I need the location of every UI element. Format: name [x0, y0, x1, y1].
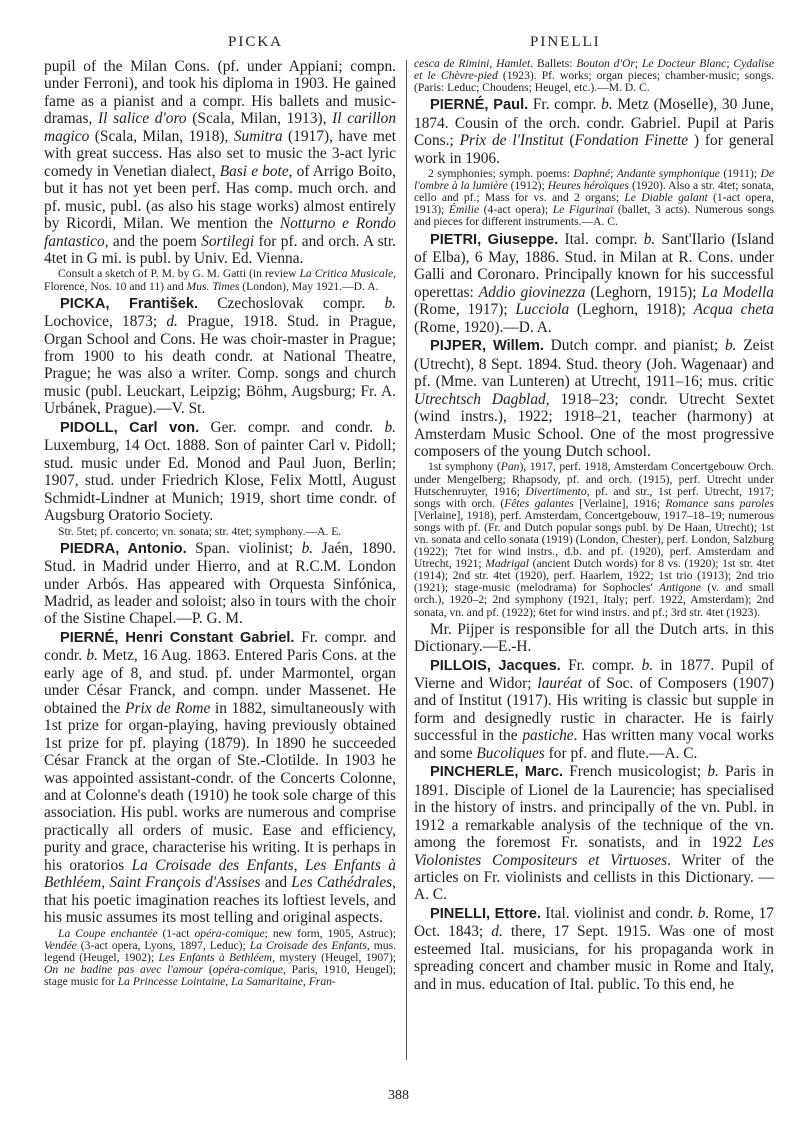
italic-text: Divertimento: [525, 484, 587, 498]
text-run: Span. violinist;: [186, 539, 302, 557]
italic-text: La Samaritaine: [231, 974, 303, 988]
italic-text: Romance sans paroles: [665, 496, 774, 510]
text-run: (Leghorn, 1915);: [585, 283, 702, 301]
works-list-paragraph: [414, 58, 774, 94]
text-run: , Florence, Nos. 10 and 11) and: [44, 267, 396, 293]
italic-text: Notturno e Rondo fantastico: [44, 215, 396, 250]
text-run: Luxemburg, 14 Oct. 1888. Son of painter Carl v. Pidoll; stud. music under Ed. Monod and Paul Juon, Berlin; 1907, stud. under Friedrich Klose, Felix Mottl, August Schmidt-Lindner at Munich; 1919, short time condr. of Augsburg Oratorio Society.: [44, 437, 396, 525]
text-run: and: [260, 874, 292, 892]
text-run: (Rome, 1917);: [414, 301, 516, 319]
italic-text: Prix de Rome: [125, 699, 211, 717]
italic-text: b.: [697, 904, 710, 922]
italic-text: Bouton d'Or: [576, 57, 635, 70]
text-run: (Scala, Milan, 1913),: [186, 110, 333, 128]
text-run: ; new form, 1905, Astruc);: [264, 926, 396, 940]
headword: PIERNÉ, Paul.: [430, 97, 529, 114]
entry-paragraph: [414, 763, 774, 904]
text-run: ,: [101, 874, 110, 892]
italic-text: pastiche: [522, 727, 574, 745]
text-run: (1912);: [507, 179, 548, 193]
text-run: Ital. violinist and condr.: [540, 904, 698, 922]
italic-text: Vendée: [44, 938, 77, 952]
text-run: Fr. compr. and condr.: [44, 628, 396, 665]
italic-text: Fran-: [308, 974, 336, 988]
works-list-paragraph: [44, 928, 396, 988]
text-run: (: [203, 962, 213, 976]
italic-text: opéra-comique: [194, 926, 265, 940]
italic-text: Le Docteur Blanc: [641, 57, 727, 70]
italic-text: opéra-comique: [212, 962, 283, 976]
italic-text: La Critica Musicale: [299, 267, 394, 281]
text-run: ,: [225, 974, 232, 988]
italic-text: La Croisade des Enfants: [131, 856, 294, 874]
italic-text: Antigone: [659, 581, 701, 595]
text-run: Rome, 17 Oct. 1843;: [414, 904, 775, 941]
text-run: ,: [489, 57, 497, 70]
italic-text: Acqua cheta: [693, 301, 774, 319]
entry-paragraph: [414, 231, 774, 337]
italic-text: b.: [384, 294, 396, 312]
text-run: Ger. compr. and condr.: [199, 418, 385, 436]
italic-text: La Princesse Lointaine: [117, 974, 226, 988]
text-run: Paris in 1891. Disciple of Lionel de la Laurencie; has specialised in the history of instrs. and principally of the vn. Publ. in 1912 a remarkable analysis of the technique of the vn. among the foremost Fr. sonatists, and in 1922: [414, 763, 774, 852]
italic-text: Il carillon magico: [44, 110, 397, 145]
headword: PILLOIS, Jacques.: [430, 657, 561, 674]
italic-text: b.: [643, 230, 656, 248]
headword: PICKA, František.: [60, 295, 199, 312]
entry-paragraph: [44, 629, 396, 927]
text-run: in 1882, simultaneously with 1st prize for organ-playing, having previously obtained 1st prize for pf. playing (1879). In 1890 he succeeded César Franck at the organ of Ste.-Clotilde. In 1903 he was appointed assistant-condr. of the Concerts Colonne, and at Colonne's death (1910) he took sole charge of this association. His publ. works are numerous and comprise practically all orders of music. Ease and efficiency, purity and grace, characterise his writing. It is perhaps in his oratorios: [44, 699, 396, 874]
running-header-left: PICKA: [228, 34, 284, 50]
text-run: Jaén, 1890. Stud. in Madrid under Hierro, and at R.C.M. London under Arbós. Has appeared with Orquesta Sinfónica, Madrid, as leader and soloist; also in tours with the choir of the Sistine Chapel.—P. G. M.: [44, 539, 396, 628]
entry-paragraph: [44, 540, 396, 628]
text-run: Consult a sketch of P. M. by G. M. Gatti (in review: [58, 267, 300, 281]
text-run: Lochovice, 1873;: [44, 313, 167, 331]
text-run: ), 1917, perf. 1918, Amsterdam Concertgebouw Orch. under Mengelberg; Rhapsody, pf. and orch. (1915), perf. Utrecht under Hutschenruyter, 1916;: [414, 460, 774, 498]
text-run: , mus. legend (Heugel, 1902);: [44, 938, 396, 964]
text-run: , 1918–23; condr. Utrecht Sextet (wind instrs.), 1922; 1918–21, teacher (harmony) at Amsterdam Music School. One of the most progressive composers of the young Dutch school.: [414, 390, 774, 460]
text-run: (4-act opera);: [479, 203, 553, 217]
italic-text: De l'ombre à la lumière: [414, 167, 775, 193]
italic-text: Andante symphonique: [616, 167, 720, 181]
text-run: . Has written many vocal works and some: [414, 727, 774, 762]
headword: PIETRI, Giuseppe.: [430, 231, 559, 248]
italic-text: Addio giovinezza: [478, 283, 586, 301]
italic-text: Émilie: [448, 203, 480, 217]
text-run: Str. 5tet; pf. concerto; vn. sonata; str. 4tet; symphony.—A. E.: [58, 524, 342, 538]
italic-text: La Modella: [701, 283, 774, 301]
italic-text: b.: [641, 656, 654, 674]
italic-text: Daphné: [573, 167, 611, 181]
text-run: ,: [302, 974, 309, 988]
italic-text: Basi e bote: [219, 162, 289, 180]
italic-text: Les Enfants à Bethléem: [44, 856, 396, 892]
italic-text: Hamlet: [496, 57, 531, 70]
italic-text: Bucoliques: [476, 744, 545, 762]
text-run: (Leghorn, 1918);: [569, 301, 694, 319]
text-run: , Paris, 1910, Heugel); stage music for: [44, 962, 397, 988]
headword: PIERNÉ, Henri Constant Gabriel.: [60, 629, 295, 646]
entry-paragraph: [44, 295, 396, 418]
text-run: (ancient Dutch words) for 8 vs. (1920); 1st str. 4tet (1914); 2nd str. 4tet (1920), perf. Haarlem, 1922; 1st trio (1913); 2nd trio (1921); stage-music (melodrama) for Sophocles': [414, 557, 774, 595]
italic-text: Sumitra: [233, 127, 283, 145]
text-run: there, 17 Sept. 1915. Was one of most esteemed Ital. musicians, for his propaganda work in spreading concert and chamber music in Rome and Italy, and in mus. education of Ital. public. To this end, he: [414, 923, 774, 993]
entry-paragraph: [414, 337, 774, 460]
text-run: (1917), have met with great success. Has also set to music the 3-act lyric comedy in Venetian dialect,: [44, 127, 396, 180]
text-run: (1911);: [719, 167, 761, 181]
entry-paragraph: [44, 419, 396, 525]
italic-text: lauréat: [537, 675, 582, 693]
text-run: (1923). Pf. works; organ pieces; chamber-music; songs. (Paris: Leduc; Choudens; Heugel, etc.).—M. D. C.: [414, 69, 774, 95]
italic-text: Utrechtsch Dagblad: [414, 390, 546, 408]
text-run: (v. and small orch.), 1920–2; 2nd symphony (1921, Italy; perf. 1922, Amsterdam); 2nd sonata, vn. and pf. (1922); 6tet for wind instrs. and pf.; 3rd str. 4tet (1923).: [414, 581, 775, 619]
headword: PIEDRA, Antonio.: [60, 540, 187, 557]
text-run: Dutch compr. and pianist;: [543, 337, 725, 355]
text-run: . Writer of the articles on Fr. violinists and cellists in this Dictionary. —A. C.: [414, 851, 775, 904]
works-list-paragraph: [414, 168, 774, 228]
italic-text: Mus. Times: [186, 279, 240, 293]
entry-paragraph: [414, 657, 774, 763]
text-run: . Ballets:: [530, 57, 577, 70]
italic-text: b.: [601, 96, 613, 114]
italic-text: Les Cathédrales: [291, 874, 393, 892]
left-column: [44, 57, 396, 990]
italic-text: La Croisade des Enfants: [249, 938, 367, 952]
text-run: (ballet, 3 acts). Numerous songs and pieces for different instruments.—A. C.: [414, 203, 775, 229]
text-run: [Verlaine], 1918), perf. Amsterdam, Concertgebouw, 1917–18–19; numerous songs with pf. (Fr. and Dutch popular songs publ. by De Haan, Utrecht); 1st vn. sonata and cello sonata (1919) (London, Chester), perf. London, Salzburg (1922); 7tet for wind instrs., d.b. and pf. (1920), perf. Amsterdam and Utrecht, 1921;: [414, 508, 774, 571]
text-run: (1920). Also a str. 4tet; sonata, cello and pf.; Mass for vs. and 2 organs;: [414, 179, 775, 205]
italic-text: b.: [707, 763, 719, 781]
text-run: for pf. and flute.—A. C.: [544, 744, 698, 762]
italic-text: b.: [384, 418, 396, 436]
text-run: of Soc. of Composers (1907) and of Institut (1917). His writing is classic but supple in form and designedly rustic in character. He is fairly successful in the: [414, 675, 774, 745]
italic-text: Heures héroïques: [547, 179, 630, 193]
italic-text: La Coupe enchantée: [58, 926, 158, 940]
text-run: (Rome, 1920).—D. A.: [414, 318, 552, 336]
entry-paragraph: [414, 96, 774, 167]
italic-text: Cydalise et le Chèvre-pied: [414, 57, 774, 83]
text-run: 1st symphony (: [428, 460, 501, 474]
text-run: in 1877. Pupil of Vierne and Widor;: [414, 656, 774, 693]
text-run: ,: [293, 856, 305, 874]
text-run: (Scala, Milan, 1918),: [89, 127, 234, 145]
text-run: French musicologist;: [563, 763, 708, 781]
italic-text: cesca de Rimini: [414, 57, 490, 70]
italic-text: Fêtes galantes: [504, 496, 574, 510]
italic-text: Le Diable galant: [624, 191, 708, 205]
entry-paragraph: [414, 905, 774, 993]
italic-text: b.: [86, 647, 98, 665]
italic-text: d.: [491, 923, 503, 941]
text-run: [Verlaine], 1916;: [573, 496, 666, 510]
text-run: ;: [726, 57, 734, 70]
text-run: Fr. compr.: [528, 96, 602, 114]
works-list-paragraph: [44, 268, 396, 292]
italic-text: Prix de l'Institut: [459, 132, 564, 150]
text-run: Metz (Moselle), 30 June, 1874. Cousin of the orch. condr. Gabriel. Pupil at Paris Cons.;: [414, 96, 774, 150]
text-run: for pf. and orch. A str. 4tet in G mi. is publ. by Univ. Ed. Vienna.: [44, 232, 396, 267]
text-run: ;: [610, 167, 617, 181]
italic-text: Il salice d'oro: [98, 110, 187, 128]
text-run: ;: [634, 57, 642, 70]
text-run: (3-act opera, Lyons, 1897, Leduc);: [76, 938, 250, 952]
text-run: Metz, 16 Aug. 1863. Entered Paris Cons. at the early age of 8, and stud. pf. under Marmontel, organ under César Franck, and compn. under Massenet. He obtained the: [44, 647, 397, 717]
italic-text: Saint François d'Assises: [109, 874, 261, 892]
text-run: Mr. Pijper is responsible for all the Dutch arts. in this Dictionary.—E.-H.: [414, 620, 774, 656]
text-run: Czechoslovak compr.: [198, 294, 385, 312]
text-run: (1-act: [157, 926, 195, 940]
page-number: 388: [388, 1088, 409, 1103]
italic-text: Les Violonistes Compositeurs et Virtuoses: [414, 834, 774, 869]
italic-text: b.: [724, 337, 737, 355]
headword: PIJPER, Willem.: [430, 338, 544, 355]
italic-text: On ne badine pas avec l'amour: [44, 962, 204, 976]
headword: PINCHERLE, Marc.: [430, 764, 564, 781]
right-column: [414, 57, 774, 993]
column-divider: [406, 60, 407, 1060]
text-run: , pf. and str., 1st perf. Utrecht, 1917; songs with orch. (: [414, 484, 774, 510]
works-list-paragraph: [44, 526, 396, 538]
text-run: , of Arrigo Boito, but it has not yet been perf. Has comp. much orch. and pf. music, publ. (as also his stage works) almost entirely by Ricordi, Milan. We mention the: [44, 162, 397, 233]
italic-text: d.: [166, 313, 178, 331]
text-run: , that his poetic imagination reaches its loftiest levels, and his music assumes its most telling and original aspects.: [44, 874, 397, 927]
text-run: Prague, 1918. Stud. in Prague, Organ School and Cons. He was choir-master in Prague; from 1900 to his death condr. at National Theatre, Prague; he was also a writer. Comp. songs and church music (publ. Leuckart, Leipzig; Böhm, Augsburg; Fr. A. Urbánek, Prague).—V. St.: [44, 313, 396, 418]
italic-text: Madrigal: [485, 557, 530, 571]
entry-paragraph: [44, 58, 396, 267]
text-run: , mystery (Heugel, 1907);: [272, 950, 397, 964]
text-run: Zeist (Utrecht), 8 Sept. 1894. Stud. theory (Joh. Wagenaar) and pf. (Mme. van Lunteren) at Utrecht, 1911–16; mus. critic: [414, 337, 774, 391]
entry-paragraph: [414, 621, 774, 656]
text-run: Sant'Ilario (Island of Elba), 6 May, 1886. Stud. in Milan at R. Cons. under Galli and Coronaro. Principally known for his successful operettas:: [414, 230, 774, 301]
italic-text: Les Enfants à Bethléem: [158, 950, 273, 964]
text-run: 2 symphonies; symph. poems:: [428, 167, 574, 181]
text-run: (1-act opera, 1913);: [414, 191, 774, 217]
running-header-right: PINELLI: [530, 34, 601, 50]
italic-text: Le Figurinaï: [552, 203, 614, 217]
italic-text: b.: [301, 539, 314, 557]
works-list-paragraph: [414, 461, 774, 618]
text-run: , and the poem: [104, 232, 202, 250]
italic-text: Pan: [500, 460, 520, 474]
text-run: (London), May 1921.—D. A.: [239, 279, 379, 293]
italic-text: Lucciola: [515, 301, 570, 319]
headword: PINELLI, Ettore.: [430, 905, 541, 922]
text-run: ) for general work in 1906.: [414, 132, 774, 167]
italic-text: Fondation Finette: [574, 132, 689, 150]
text-run: (: [563, 132, 575, 150]
text-run: pupil of the Milan Cons. (pf. under Appiani; compn. under Ferroni), and took his diploma in 1903. He gained fame as a pianist and a compr. His ballets and music-dramas,: [44, 58, 396, 128]
text-run: Ital. compr.: [558, 230, 644, 248]
text-run: Fr. compr.: [560, 656, 642, 674]
headword: PIDOLL, Carl von.: [60, 419, 200, 436]
italic-text: Sortilegi: [201, 232, 255, 250]
